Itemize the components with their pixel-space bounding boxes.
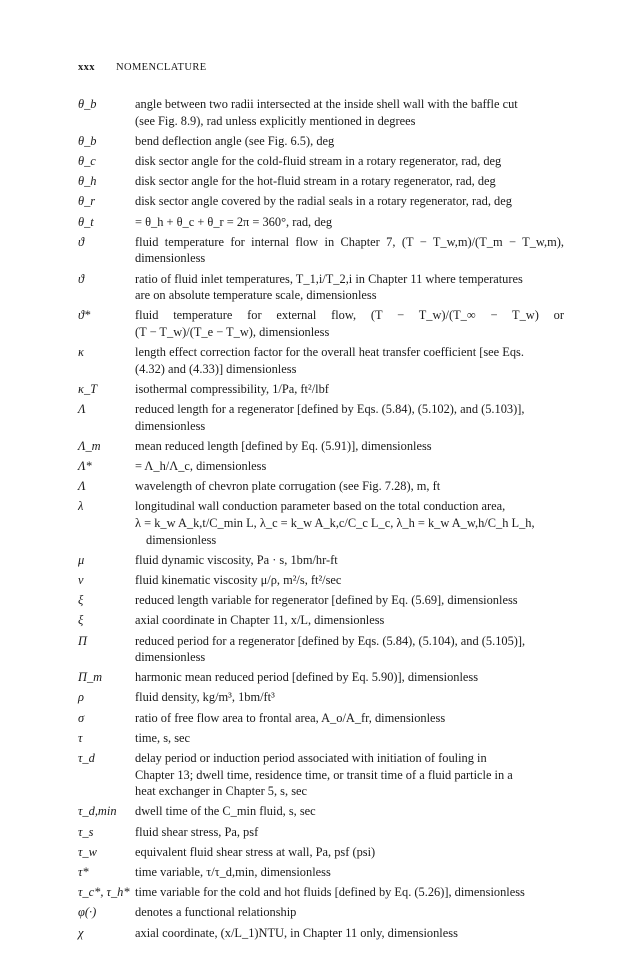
definition-line: length effect correction factor for the overall heat transfer coefficient [see Eqs. bbox=[135, 345, 524, 360]
definition-line: reduced length for a regenerator [defined by Eqs. (5.84), (5.102), and (5.103)], bbox=[135, 402, 525, 417]
definition-line: dimensionless bbox=[135, 418, 206, 433]
definition-line: angle between two radii intersected at the inside shell wall with the baffle cut bbox=[135, 97, 518, 111]
nomenclature-entry bbox=[78, 612, 564, 629]
entry-definition bbox=[135, 498, 564, 548]
definition-line: heat exchanger in Chapter 5, s, sec bbox=[135, 784, 308, 799]
definition-line: fluid shear stress, Pa, psf bbox=[135, 824, 259, 839]
nomenclature-entry bbox=[78, 572, 564, 589]
definition-line: harmonic mean reduced period [defined by Eq. 5.90)], dimensionless bbox=[135, 670, 479, 685]
entry-symbol: τ_d,min bbox=[78, 804, 117, 819]
definition-line: ratio of free flow area to frontal area, A_o/A_fr, dimensionless bbox=[135, 710, 446, 725]
nomenclature-entry bbox=[78, 824, 564, 841]
definition-line: isothermal compressibility, 1/Pa, ft²/lbf bbox=[135, 381, 329, 396]
definition-line: disk sector angle for the cold-fluid stream in a rotary regenerator, rad, deg bbox=[135, 153, 502, 168]
nomenclature-entry bbox=[78, 173, 564, 190]
definition-line: reduced length variable for regenerator [defined by Eq. (5.69], dimensionless bbox=[135, 593, 518, 608]
definition-line: disk sector angle for the hot-fluid stream in a rotary regenerator, rad, deg bbox=[135, 174, 496, 189]
entry-symbol: μ bbox=[78, 552, 85, 567]
entry-definition bbox=[135, 552, 564, 569]
entry-symbol: ρ bbox=[78, 690, 84, 705]
nomenclature-entry bbox=[78, 925, 564, 942]
entry-symbol: ϑ* bbox=[78, 308, 91, 323]
definition-line: reduced period for a regenerator [defined by Eqs. (5.84), (5.104), and (5.105)], bbox=[135, 633, 526, 648]
page-number: xxx bbox=[78, 62, 95, 73]
entry-definition bbox=[135, 750, 564, 800]
nomenclature-entry bbox=[78, 401, 564, 434]
definition-line: = θ_h + θ_c + θ_r = 2π = 360°, rad, deg bbox=[135, 214, 333, 229]
entry-definition bbox=[135, 925, 564, 942]
running-header bbox=[78, 62, 207, 73]
entry-symbol: ϑ bbox=[78, 271, 85, 286]
definition-line: delay period or induction period associated with initiation of fouling in bbox=[135, 751, 487, 766]
entry-symbol: σ bbox=[78, 710, 85, 725]
entry-definition bbox=[135, 689, 564, 706]
entry-definition bbox=[135, 572, 564, 589]
definition-line: dimensionless bbox=[135, 251, 206, 266]
definition-line: time, s, sec bbox=[135, 730, 191, 745]
nomenclature-entry bbox=[78, 844, 564, 861]
entry-symbol: Π_m bbox=[78, 670, 103, 685]
entry-symbol: Λ bbox=[78, 479, 86, 494]
nomenclature-entry bbox=[78, 214, 564, 231]
entry-definition bbox=[135, 153, 564, 170]
entry-definition bbox=[135, 844, 564, 861]
entry-symbol: τ bbox=[78, 730, 83, 745]
definition-line: time variable, τ/τ_d,min, dimensionless bbox=[135, 864, 331, 879]
entry-definition bbox=[135, 904, 564, 921]
nomenclature-entry bbox=[78, 193, 564, 210]
definition-line: axial coordinate, (x/L_1)NTU, in Chapter 11 only, dimensionless bbox=[135, 925, 458, 940]
nomenclature-entry bbox=[78, 307, 564, 340]
entry-definition bbox=[135, 803, 564, 820]
entry-definition bbox=[135, 438, 564, 455]
entry-definition bbox=[135, 730, 564, 747]
entry-definition bbox=[135, 612, 564, 629]
nomenclature-entry bbox=[78, 234, 564, 267]
nomenclature-entry bbox=[78, 633, 564, 666]
definition-line: longitudinal wall conduction parameter based on the total conduction area, bbox=[135, 499, 506, 514]
definition-line: Chapter 13; dwell time, residence time, or transit time of a fluid particle in a bbox=[135, 767, 513, 782]
nomenclature-entry bbox=[78, 864, 564, 881]
nomenclature-entry bbox=[78, 478, 564, 495]
nomenclature-entry bbox=[78, 498, 564, 548]
definition-line: = Λ_h/Λ_c, dimensionless bbox=[135, 459, 267, 473]
definition-line: (T − T_w)/(T_e − T_w), dimensionless bbox=[135, 324, 330, 339]
entry-definition bbox=[135, 193, 564, 210]
entry-definition bbox=[135, 381, 564, 398]
entry-definition bbox=[135, 458, 564, 475]
definition-line: fluid kinematic viscosity μ/ρ, m²/s, ft²/sec bbox=[135, 572, 342, 587]
nomenclature-entry bbox=[78, 710, 564, 727]
entry-symbol: τ_s bbox=[78, 824, 94, 839]
entry-definition bbox=[135, 864, 564, 881]
entry-definition bbox=[135, 214, 564, 231]
definition-line: denotes a functional relationship bbox=[135, 905, 297, 920]
nomenclature-entry bbox=[78, 884, 564, 901]
entry-definition bbox=[135, 96, 564, 129]
definition-line: fluid density, kg/m³, 1bm/ft³ bbox=[135, 690, 275, 705]
entry-definition bbox=[135, 271, 564, 304]
entry-symbol: ξ bbox=[78, 593, 84, 608]
nomenclature-entry bbox=[78, 750, 564, 800]
definition-line: fluid dynamic viscosity, Pa · s, 1bm/hr-ft bbox=[135, 552, 338, 567]
nomenclature-entry bbox=[78, 458, 564, 475]
entry-symbol: τ_c*, τ_h* bbox=[78, 885, 130, 900]
entry-symbol: κ_T bbox=[78, 381, 98, 396]
definition-line: ratio of fluid inlet temperatures, T_1,i/T_2,i in Chapter 11 where temperatures bbox=[135, 271, 523, 286]
entry-symbol: θ_r bbox=[78, 194, 96, 209]
definition-line: dwell time of the C_min fluid, s, sec bbox=[135, 804, 316, 819]
entry-definition bbox=[135, 344, 564, 377]
entry-symbol: Π bbox=[78, 633, 87, 648]
definition-line: are on absolute temperature scale, dimensionless bbox=[135, 288, 377, 303]
definition-line: time variable for the cold and hot fluids [defined by Eq. (5.26)], dimensionless bbox=[135, 885, 525, 900]
definition-line: axial coordinate in Chapter 11, x/L, dimensionless bbox=[135, 613, 385, 628]
entry-symbol: ϑ bbox=[78, 234, 85, 249]
nomenclature-entry bbox=[78, 438, 564, 455]
entry-definition bbox=[135, 669, 564, 686]
definition-line: (see Fig. 8.9), rad unless explicitly mentioned in degrees bbox=[135, 113, 416, 128]
definition-line: bend deflection angle (see Fig. 6.5), deg bbox=[135, 133, 335, 148]
entry-definition bbox=[135, 884, 564, 901]
nomenclature-entry bbox=[78, 344, 564, 377]
entry-definition bbox=[135, 307, 564, 340]
definition-line: fluid temperature for external flow, (T − T_w)/(T_∞ − T_w) or bbox=[135, 308, 564, 323]
nomenclature-entry bbox=[78, 133, 564, 150]
nomenclature-entry bbox=[78, 904, 564, 921]
entry-symbol: ν bbox=[78, 572, 84, 587]
nomenclature-entry bbox=[78, 552, 564, 569]
nomenclature-entry bbox=[78, 96, 564, 129]
entry-definition bbox=[135, 234, 564, 267]
entry-symbol: θ_t bbox=[78, 214, 94, 229]
definition-line: dimensionless bbox=[135, 650, 206, 665]
nomenclature-entry bbox=[78, 669, 564, 686]
definition-line: wavelength of chevron plate corrugation (see Fig. 7.28), m, ft bbox=[135, 479, 441, 494]
definition-line: equivalent fluid shear stress at wall, Pa, psf (psi) bbox=[135, 844, 376, 859]
entry-symbol: θ_b bbox=[78, 97, 97, 111]
definition-line: (4.32) and (4.33)] dimensionless bbox=[135, 361, 297, 376]
section-title: NOMENCLATURE bbox=[115, 62, 207, 73]
entry-definition bbox=[135, 478, 564, 495]
entry-definition bbox=[135, 173, 564, 190]
entry-symbol: θ_c bbox=[78, 153, 96, 168]
entry-symbol: λ bbox=[78, 499, 84, 514]
entry-symbol: Λ bbox=[78, 402, 86, 417]
nomenclature-entry bbox=[78, 803, 564, 820]
nomenclature-entry bbox=[78, 592, 564, 609]
entry-definition bbox=[135, 824, 564, 841]
definition-line: fluid temperature for internal flow in Chapter 7, (T − T_w,m)/(T_m − T_w,m), bbox=[135, 234, 564, 249]
nomenclature-entry bbox=[78, 271, 564, 304]
definition-line: λ = k_w A_k,t/C_min L, λ_c = k_w A_k,c/C_c L_c, λ_h = k_w A_w,h/C_h L_h, dimensionless bbox=[135, 515, 535, 547]
entry-symbol: κ bbox=[78, 345, 84, 360]
nomenclature-entry bbox=[78, 153, 564, 170]
definition-line: disk sector angle covered by the radial seals in a rotary regenerator, rad, deg bbox=[135, 194, 512, 209]
entry-definition bbox=[135, 133, 564, 150]
entry-symbol: τ_w bbox=[78, 844, 97, 859]
entry-symbol: θ_h bbox=[78, 174, 97, 189]
entry-definition bbox=[135, 592, 564, 609]
nomenclature-entry bbox=[78, 689, 564, 706]
entry-symbol: τ_d bbox=[78, 751, 95, 766]
entry-definition bbox=[135, 633, 564, 666]
entry-definition bbox=[135, 401, 564, 434]
entry-symbol: ξ bbox=[78, 613, 84, 628]
nomenclature-list bbox=[78, 96, 564, 945]
nomenclature-entry bbox=[78, 381, 564, 398]
entry-symbol: χ bbox=[78, 925, 84, 940]
entry-symbol: Λ* bbox=[78, 459, 92, 473]
entry-symbol: φ(·) bbox=[78, 905, 97, 920]
entry-definition bbox=[135, 710, 564, 727]
definition-line: mean reduced length [defined by Eq. (5.91)], dimensionless bbox=[135, 438, 432, 453]
entry-symbol: τ* bbox=[78, 864, 89, 879]
nomenclature-entry bbox=[78, 730, 564, 747]
entry-symbol: θ_b bbox=[78, 133, 97, 148]
entry-symbol: Λ_m bbox=[78, 438, 101, 453]
